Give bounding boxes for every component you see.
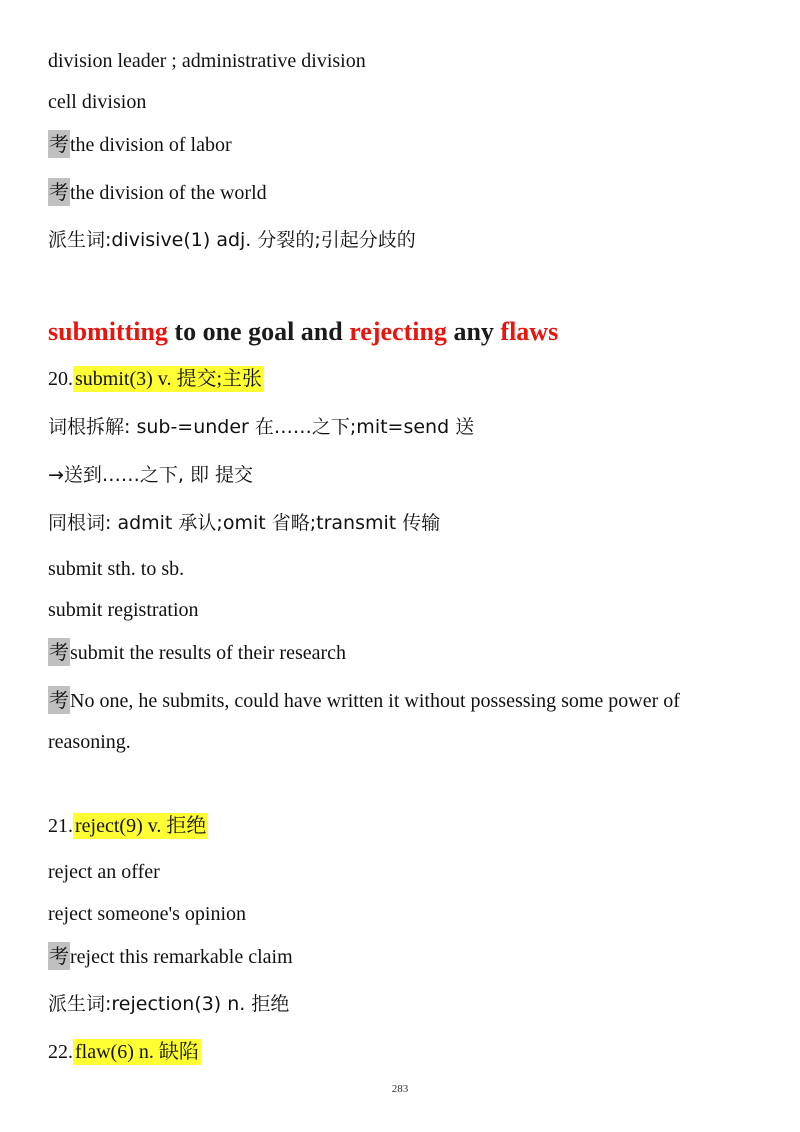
entry-headword [48,365,264,393]
text-line [48,728,131,756]
entry-number: 21. [48,815,73,837]
exam-example-line [48,130,232,159]
phrase-line [48,555,184,583]
highlighted-headword: submit(3) v. 提交;主张 [75,368,263,390]
line-text: reject someone's opinion [48,903,246,925]
heading-keyword: flaws [500,317,559,346]
heading-keyword: submitting [48,317,168,346]
line-text: 同根词: admit 承认;omit 省略;transmit 传输 [48,512,441,534]
line-text: reject this remarkable claim [70,946,293,968]
root-breakdown-line [48,413,474,441]
line-text: 派生词:rejection(3) n. 拒绝 [48,993,290,1015]
cognates-line [48,509,440,537]
line-text: submit registration [48,599,199,621]
exam-mark: 考 [49,132,69,156]
heading-keyword: rejecting [349,317,447,346]
section-heading [48,315,558,349]
highlighted-headword: flaw(6) n. 缺陷 [75,1041,199,1063]
line-text: submit the results of their research [70,642,347,664]
entry-headword [48,812,208,840]
entry-number: 22. [48,1041,73,1063]
exam-mark: 考 [49,640,69,664]
entry-headword [48,1038,201,1066]
exam-example-line [48,638,346,667]
exam-mark: 考 [49,688,69,712]
exam-example-line [48,178,267,207]
phrase-line [48,858,160,886]
phrase-line [48,900,246,928]
meaning-line [48,461,253,489]
line-text: reject an offer [48,861,160,883]
heading-text: any [446,317,501,346]
line-text: No one, he submits, could have written it without possessing some power of [70,690,680,712]
phrase-line [48,596,199,624]
derivative-line [48,990,289,1018]
line-text: division leader ; administrative division [48,50,366,72]
highlighted-headword: reject(9) v. 拒绝 [75,815,207,837]
page-number: 283 [391,1083,409,1095]
line-text: cell division [48,91,147,113]
text-line [48,88,146,116]
line-text: 派生词:divisive(1) adj. 分裂的;引起分歧的 [48,229,416,251]
line-text: →送到……之下, 即 提交 [48,464,254,486]
exam-mark: 考 [49,180,69,204]
line-text: 词根拆解: sub-=under 在……之下;mit=send 送 [48,416,475,438]
text-line [48,47,366,75]
exam-mark: 考 [49,944,69,968]
entry-number: 20. [48,368,73,390]
derivative-line [48,226,416,254]
line-text: the division of the world [70,182,267,204]
exam-example-line [48,942,293,971]
heading-text: to one goal and [167,317,350,346]
line-text: submit sth. to sb. [48,558,185,580]
line-text: reasoning. [48,731,131,753]
exam-example-line [48,686,680,715]
line-text: the division of labor [70,134,232,156]
